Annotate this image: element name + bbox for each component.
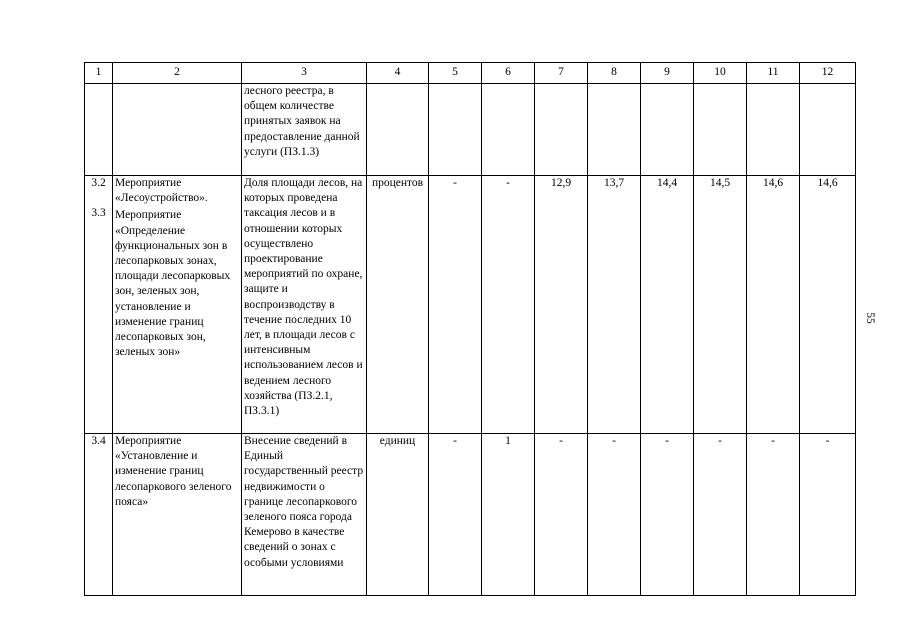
row-number (85, 176, 113, 434)
row-number (85, 84, 113, 176)
value-9: 14,4 (641, 176, 694, 434)
value-5: - (429, 434, 482, 596)
col-header-2: 2 (113, 63, 242, 84)
value-11: - (747, 434, 800, 596)
table-row (85, 434, 856, 596)
col-header-7: 7 (535, 63, 588, 84)
activity-name-primary: Мероприятие «Лесоустройство». (115, 177, 208, 205)
indicator-name: лесного реестра, в общем количестве принятых заявок на предоставление данной услуги (ПЗ.1.3) (242, 84, 367, 176)
unit-cell: единиц (367, 434, 429, 596)
value-12: 14,6 (800, 176, 856, 434)
col-header-3: 3 (242, 63, 367, 84)
row-number-primary: 3.2 (91, 177, 106, 189)
unit-cell (367, 84, 429, 176)
value-12 (800, 84, 856, 176)
value-7 (535, 84, 588, 176)
value-10 (694, 84, 747, 176)
value-5: - (429, 176, 482, 434)
row-number-secondary: 3.3 (91, 207, 106, 220)
value-8 (588, 84, 641, 176)
col-header-11: 11 (747, 63, 800, 84)
value-8: - (588, 434, 641, 596)
value-8: 13,7 (588, 176, 641, 434)
activity-name (113, 84, 242, 176)
value-5 (429, 84, 482, 176)
activity-name-secondary: Мероприятие «Определение функциональных зон в лесопарковых зонах, площади лесопарковых зон, зеленых зон, установление и изменение границ лесопарковых зон, зеленых зон» (115, 209, 231, 359)
col-header-4: 4 (367, 63, 429, 84)
unit-cell: процентов (367, 176, 429, 434)
table-row (85, 84, 856, 176)
value-6: - (482, 176, 535, 434)
value-9: - (641, 434, 694, 596)
col-header-6: 6 (482, 63, 535, 84)
value-11 (747, 84, 800, 176)
indicator-name: Внесение сведений в Единый государственный реестр недвижимости о границе лесопаркового зеленого пояса города Кемерово в качестве сведений о зонах с особыми условиями (242, 434, 367, 596)
row-number: 3.4 (85, 434, 113, 596)
program-table (84, 62, 856, 596)
value-6 (482, 84, 535, 176)
col-header-9: 9 (641, 63, 694, 84)
value-7: - (535, 434, 588, 596)
col-header-12: 12 (800, 63, 856, 84)
value-12: - (800, 434, 856, 596)
activity-name: Мероприятие «Установление и изменение границ лесопаркового зеленого пояса» (113, 434, 242, 596)
col-header-1: 1 (85, 63, 113, 84)
value-6: 1 (482, 434, 535, 596)
value-11: 14,6 (747, 176, 800, 434)
col-header-8: 8 (588, 63, 641, 84)
header-row (85, 63, 856, 84)
value-10: 14,5 (694, 176, 747, 434)
value-10: - (694, 434, 747, 596)
activity-name (113, 176, 242, 434)
col-header-5: 5 (429, 63, 482, 84)
indicator-name: Доля площади лесов, на которых проведена таксация лесов и в отношении которых осуществлено проектирование мероприятий по охране, защите и воспроизводству в течение последних 10 лет, в площади лесов с интенсивным использованием лесов и ведением лесного хозяйства (ПЗ.2.1, ПЗ.3.1) (242, 176, 367, 434)
col-header-10: 10 (694, 63, 747, 84)
page-number: 55 (863, 312, 876, 324)
value-9 (641, 84, 694, 176)
value-7: 12,9 (535, 176, 588, 434)
table-row (85, 176, 856, 434)
